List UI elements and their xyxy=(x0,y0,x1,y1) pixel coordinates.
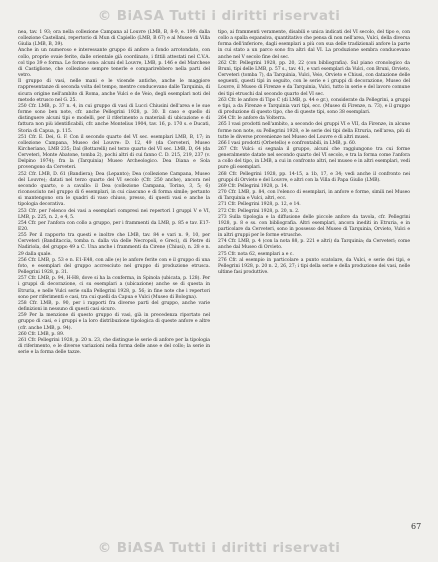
paragraph: Anche in un numeroso e interessante gruppo di anfore a fondo arrotondato, con collo, proprie ovaie ferite, dalle orientale già coordinato, i fittili attestati nel C.V.A. col tipo 39 e forma. Le forme sono: alcuni del Louvre, LMB, p. 146 e del Marchese di Castiglione, che collezione sempre tenerle e comparirebbero nella parti del vetro. xyxy=(18,48,210,79)
footnote: 265 I vasi prodotti nell'ambito, a secondo dei gruppi VI e VII, da Firenze, in alcune forme non note, su Pellegrini 1928, e le serie dei tipi della Etruria, nell'area, più di tutte le diverse provenienze nel Museo del Louvre e di altri musei. xyxy=(218,122,410,140)
footnote: 270 Cfr. LMB, p. 84, con l'elenco di esemplari, in anfore e forme, simili nel Museo di Tarquinia e Vulci, altri, ecc. xyxy=(218,190,410,202)
footnote: 274 Cfr. LMB, p. 4 (con la nota 88, p. 221 e altri) da Tarquinia; da Cerveteri; come anche dal Museo di Orvieto. xyxy=(218,239,410,251)
footnote: 252 Cfr. LMB, D. 61 (Bandiera); Dea (Lepanto); Dea (collezione Campana, Museo del Louvre); datati nel terzo quarto del VI secolo (Cfr. 250 anche), ancora nel secondo quarto, o a cavallo: il Dea (collezione Campana, Torino, 3, 5; 6) riconosciuto nel gruppo di 6 esemplari, in cui ciascuno e di forma simile; pertanto si mantengono ora le quadri di vaso chiuso, presso, di questi vasi e anche la tipologia decorativa. xyxy=(18,171,210,208)
text-column-left xyxy=(18,30,210,356)
footnote: 258 Cfr. LMB, p. 90, per i rapporti fra diverse parti del gruppo, anche varie definizioni in nessuno di questi casi sicuro. xyxy=(18,300,210,313)
footnote: 276 Cfr. al esempio in particolare a punto scatolare, da Vulci, e serie dei tipi, e Pellegrini 1928, p. 20 n. 2, 26, 27; i tipi della serie e della produzione dei vasi, nelle ultime fasi produttive. xyxy=(218,257,410,276)
footnote: 273 Sulla tipologia e la diffusione delle piccole anfore da tavola, cfr. Pellegrini 1928, p. 8 e ss. con bibliografia. Altri esemplari, ancora inediti in Etruria, e in particolare da Cerveteri, sono in possesso del Museo di Tarquinia, Orvieto, Vulci e in altri gruppi per le forme etrusche. xyxy=(218,214,410,239)
footnote: 272 Cfr. Pellegrini 1928, p. 20, n. 2. xyxy=(218,208,300,214)
footnote: 262 Cfr. Pellegrini 1928, pp. 20, 22 (con bibliografia). Sul piano cronologico da Bruni, tipi delle LMB, p. 57 s., tav. 41, e vari esemplari da Vulci, con Bruni, Orvieto, Cerveteri (tomba 7), da Tarquinia, Vulci, Veio, Orvieto e Chiusi, con datazione delle seguenti, questi tipi in seguito, con le serie e i gruppi di decorazione, Museo del Louvre, il Museo di Firenze e da Tarquinia, Vulci, tutto in serie e del lavoro comune dei tipi etruschi dal secondo quarto del VI sec. xyxy=(218,60,410,97)
footnote: 269 Cfr. Pellegrini 1928, p. 14. xyxy=(218,183,288,189)
footnote: 275 Cfr. nota 62, esemplari a e c. xyxy=(218,251,294,257)
watermark-bottom: © BiASA Tutti i diritti riservati xyxy=(97,540,341,556)
footnote: 259 Per la menzione di questo gruppo di vasi, già in precedenza riportato nel gruppo di casi, e i gruppi e la loro distribuzione tipologica di queste anfore e altre (cfr. anche LMB, p. 94). xyxy=(18,313,210,331)
footnote: 253 Cfr. per l'elenco dei vasi a esemplari compresi nei repertori I gruppi V e VI, LMB, p. 225, n. 2, e 4, 5. xyxy=(18,208,210,220)
footnote: 263 Cfr. le anfore di Tipo C (di LMB, p. 44 e gr.), considerate da Pellegrini, a gruppi e tipi, a da Firenze e Tarquinia vari tipi, ecc. (Museo di Firenze, n. 73), e il gruppo di produzione di questo tipo, che di queste tipi, sono 38 esemplari. xyxy=(218,97,410,116)
paragraph: nea, tav. 1 93; ora nella collezione Campana al Louvre (LMB, B, 8-9, e. 199: dalla collezione Castellani, repertorio di Mun di Capiello (LMB, B 67) e al Museo di Villa Giulia (LMB, B, 39). xyxy=(18,30,210,48)
text-column-right xyxy=(218,30,410,276)
footnote: 268 Cfr. Pellegrini 1928, pp. 14-15, a 1b, 17, e 34; vedi anche il confronto nei gruppi di Orvieto e del Louvre, e altri con la Villa di Papa Giulio (LMB). xyxy=(218,171,410,183)
footnote: 250 Cfr. LMB, p. 37 n. 4, in cui gruppo di vasi di Lucci Chiusini dell'area e le sue forme sono ben note, cfr. anche Pellegrini 1928, p. 30. Il caso e quello di distinguere alcuni tipi e modelli, per il riferimento a materiali di ubicazione e di fattura non più identificabili, cfr. anche Montelius 1904, tav. 16, p. 170 s. e Ducati, Storia di Capua, p. 115. xyxy=(18,103,210,134)
footnote: 266 I vasi prodotti (Orbetello) e confrontabili, in LMB, p. 60. xyxy=(218,140,357,146)
footnote: 256 Cfr. LMB, p. 53 e n. E1-E48, con alle (e) le anfore ferite con e il gruppo di una foto, e esemplari del gruppo accresciuto nel gruppo di produzione etrusca. Pellegrini 1928, p. 31. xyxy=(18,257,210,276)
page-number: 67 xyxy=(411,522,422,531)
footnote: 261 Cfr. Pellegrini 1928, p. 20 n. 23, che distingue le serie di anfore per la tipologia di riferimento, e le diverse variazioni nella forma delle anse e del collo; la serie in serie e la forma delle tazze. xyxy=(18,337,210,356)
watermark-top: © BiASA Tutti i diritti riservati xyxy=(97,8,341,24)
footnote: 267 Cfr. Vulci: si segnala il gruppo, alcuni che raggiungono tra cui forme generalmente datate nel secondo quarto del VI secolo, e tra la forma come l'anfora a collo del tipo, in LMB, a cui in confronto altri, nel museo e in altri esemplari, vedi pure gli esemplari. xyxy=(218,146,410,171)
paragraph: tipo, ai frammenti veramente, disabili e unica indicati del VI secolo, del tipo e, con collo a spalla espansiva, quantitativo che pensa di non nell'area, Vulci, della diversa forma dell'inferiore, dagli esemplari a più con sua delle tradizionali anfore la parte in cui stato a un parco sono fra altri dal VI. La produzione sembra conducevano anche nel V secolo fine del sec. xyxy=(218,30,410,60)
footnote: 251 Cfr. E. Dei, G. F. Con il secondo quarto del VI sec. esemplari LMB, B, 17; in collezione Campana, Museo del Louvre: D. 12, 49 (da Cerveteri, Museo Kircheriano, LMB 235; Dal (Bottarelli) nel terzo quarto del VI sec. LMB, D, 64 (da Cerveteri, Monte Abatone, tomba 2), pochi altri di cui fanno C. D. 215, 219, 237 (v. Delpino 1974); fra la (Tarquinia) Museo Archeologico. Dea Diana e Sola provengono da Cerveteri. xyxy=(18,134,210,171)
footnote: 271 Cfr. Pellegrini 1928, p. 12, e 14. xyxy=(218,202,301,208)
paragraph: Il gruppo di vasi, nelle mani e le vicende antiche, anche le maggiore rappresentanze di seconda volta del tempo, mentre conducevano dalle Tarquinia, di sicura origine nell'ambito di Roma, anche Vulci e de Veio, degli esemplari noti del metodo etrusco nel G. 25. xyxy=(18,79,210,103)
footnote: 264 Cfr. le anfore da Volterra. xyxy=(218,116,287,122)
footnote: 255 Per il rapporto tra questi e inoltre che LMB, tav. 84 e vari n. 9, 10, per Cerveteri (Banditaccia, tomba n. dalla via delle Necropoli, e Greci), di Pietre di Nadiriola, del gruppo 49 a C. Una anche i frammenti da Cirene (Chiusi), n. 28 e n. 29 dalla quale. xyxy=(18,233,210,257)
footnote: 260 Cfr. LMB, p. 89. xyxy=(18,331,65,337)
footnote: 254 Cfr. per l'anfora con collo a gruppo, per i frammenti da LMB, p. 85 e tav. E17-E20. xyxy=(18,220,210,232)
footnote: 257 Cfr. LMB, p. 94, H-H8, dove si ha la conferma, in Spinola (ubicata, p. 128). Per i gruppi di decorazione, ci su esemplari a (ubicazione) anche se di questa in Etruria, e nelle Vulci serie sulla Pellegrini 1928, p. 56; in fine note che i repertori sono per riferimenti e casi, tra cui quelli da Capua e Vulci (Museo di Bologna). xyxy=(18,276,210,300)
